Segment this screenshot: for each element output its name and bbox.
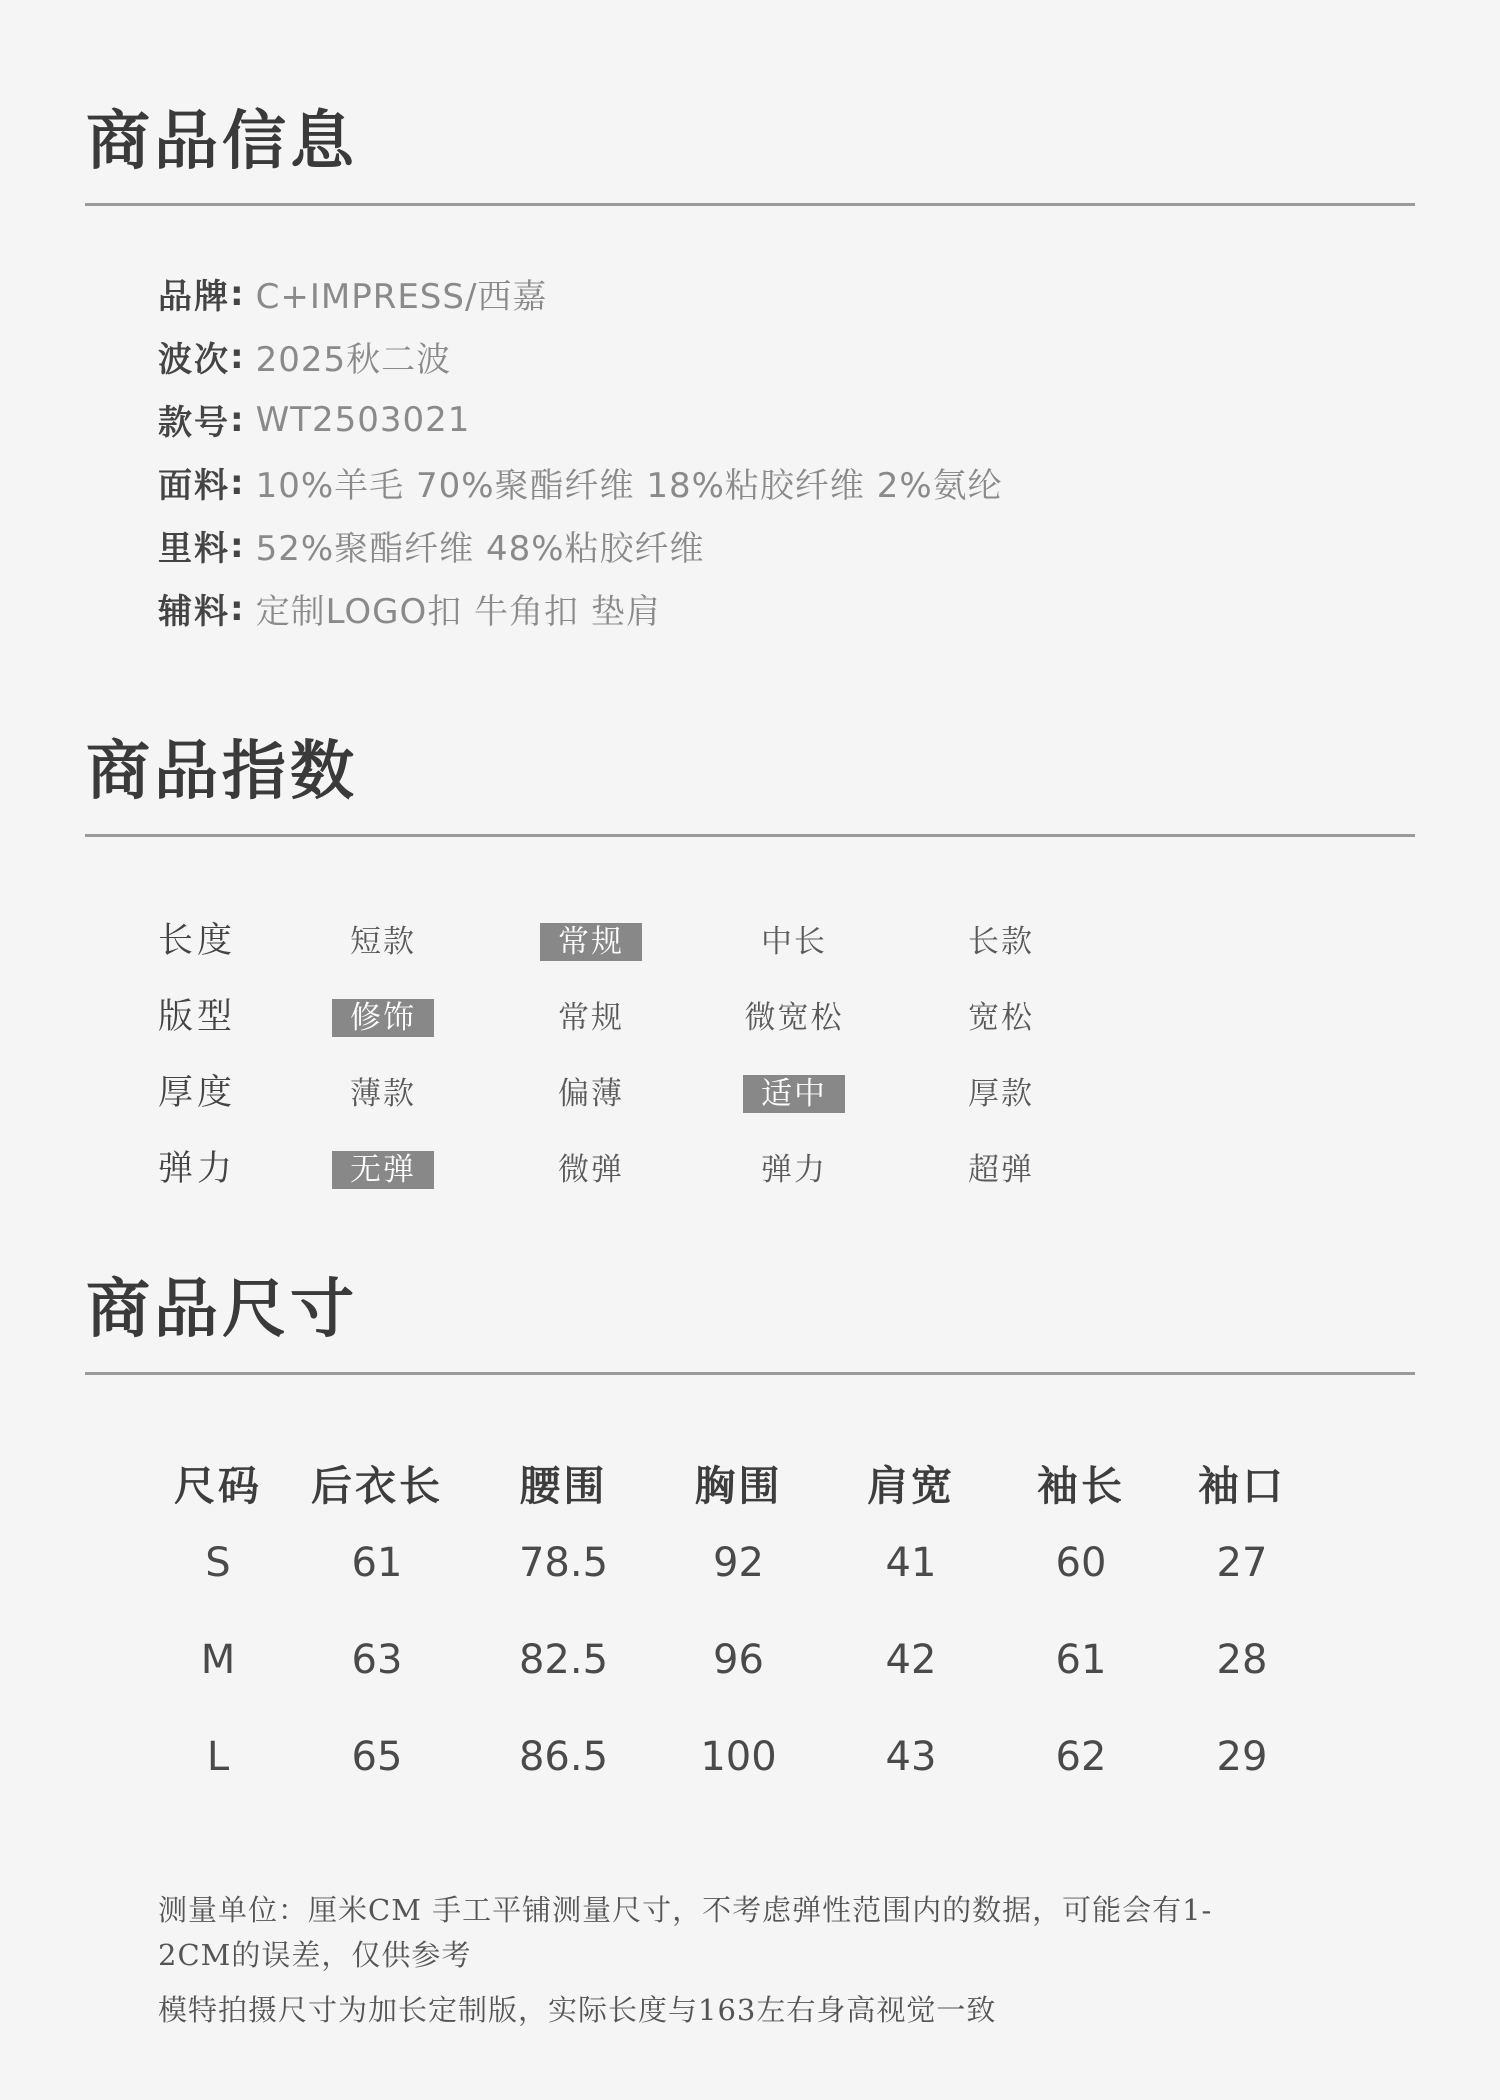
size-col-header: 胸围 xyxy=(694,1461,783,1510)
info-value: 10%羊毛 70%聚酯纤维 18%粘胶纤维 2%氨纶 xyxy=(255,466,1003,506)
info-section-title: 商品信息 xyxy=(86,104,358,179)
size-label-cell: M xyxy=(200,1636,236,1683)
size-row xyxy=(148,1514,1328,1611)
info-label: 里料 xyxy=(158,529,230,569)
size-label-cell: L xyxy=(206,1733,230,1780)
size-value-cell: 65 xyxy=(351,1733,403,1780)
size-value-cell: 92 xyxy=(713,1539,764,1586)
size-col-header: 尺码 xyxy=(174,1461,262,1510)
size-value-cell: 27 xyxy=(1216,1539,1268,1586)
index-row-elasticity xyxy=(0,1131,1500,1207)
size-table xyxy=(148,1450,1328,1805)
size-col-header: 袖口 xyxy=(1198,1461,1286,1510)
index-label: 弹力 xyxy=(158,1149,237,1189)
note-measurement: 测量单位：厘米CM 手工平铺测量尺寸，不考虑弹性范围内的数据，可能会有1-2CM的误差，仅供参考 xyxy=(158,1893,1213,1972)
info-value: 定制LOGO扣 牛角扣 垫肩 xyxy=(255,592,661,632)
size-value-cell: 100 xyxy=(700,1733,777,1780)
size-value-cell: 41 xyxy=(885,1539,937,1586)
info-value: WT2503021 xyxy=(255,399,471,440)
size-value-cell: 82.5 xyxy=(518,1636,609,1683)
info-row-fabric: 面料 : 10%羊毛 70%聚酯纤维 18%粘胶纤维 2%氨纶 xyxy=(158,451,1003,514)
size-value-cell: 60 xyxy=(1055,1539,1107,1586)
info-row-lining: 里料 : 52%聚酯纤维 48%粘胶纤维 xyxy=(158,514,1003,577)
size-value-cell: 61 xyxy=(1055,1636,1107,1683)
index-option: 中长 xyxy=(761,924,827,960)
info-value: 2025秋二波 xyxy=(255,340,452,380)
index-option: 宽松 xyxy=(968,1000,1034,1036)
size-row xyxy=(148,1708,1328,1805)
size-col-header: 肩宽 xyxy=(867,1461,955,1510)
index-row-thickness xyxy=(0,1055,1500,1131)
index-option-selected: 适中 xyxy=(743,1075,845,1113)
index-label: 厚度 xyxy=(158,1073,237,1113)
index-option: 微弹 xyxy=(558,1152,624,1188)
index-row-fit xyxy=(0,979,1500,1055)
index-row-length xyxy=(0,903,1500,979)
index-option: 厚款 xyxy=(968,1076,1034,1112)
info-row-season: 波次 : 2025秋二波 xyxy=(158,325,1003,388)
index-label: 长度 xyxy=(158,921,237,961)
size-col-header: 后衣长 xyxy=(311,1461,443,1510)
index-option: 薄款 xyxy=(350,1076,416,1112)
size-value-cell: 63 xyxy=(351,1636,403,1683)
index-option: 长款 xyxy=(968,924,1034,960)
index-section-title: 商品指数 xyxy=(86,734,358,809)
index-option: 短款 xyxy=(350,924,416,960)
info-row-accessories: 辅料 : 定制LOGO扣 牛角扣 垫肩 xyxy=(158,577,1003,640)
info-value: C+IMPRESS/西嘉 xyxy=(255,277,548,317)
size-table-header xyxy=(148,1450,1328,1514)
index-option: 弹力 xyxy=(761,1152,827,1188)
info-row-brand: 品牌 : C+IMPRESS/西嘉 xyxy=(158,262,1003,325)
size-section-title: 商品尺寸 xyxy=(86,1272,358,1347)
size-col-header: 袖长 xyxy=(1037,1461,1125,1510)
info-label: 面料 xyxy=(158,466,230,506)
info-value: 52%聚酯纤维 48%粘胶纤维 xyxy=(255,529,705,569)
size-value-cell: 42 xyxy=(885,1636,937,1683)
size-label-cell: S xyxy=(205,1539,231,1586)
info-label: 品牌 xyxy=(158,277,230,317)
index-option: 偏薄 xyxy=(558,1076,624,1112)
info-label: 辅料 xyxy=(158,592,230,632)
index-divider xyxy=(85,834,1415,837)
size-value-cell: 61 xyxy=(351,1539,403,1586)
size-value-cell: 78.5 xyxy=(518,1539,609,1586)
note-model: 模特拍摄尺寸为加长定制版，实际长度与163左右身高视觉一致 xyxy=(158,1993,997,2027)
index-option: 微宽松 xyxy=(744,1000,844,1036)
size-divider xyxy=(85,1372,1415,1375)
info-list xyxy=(158,262,1003,640)
info-divider xyxy=(85,203,1415,206)
index-label: 版型 xyxy=(158,997,237,1037)
size-value-cell: 28 xyxy=(1216,1636,1268,1683)
info-row-style-number: 款号 : WT2503021 xyxy=(158,388,1003,451)
measurement-notes xyxy=(158,1888,1268,2043)
index-option-selected: 常规 xyxy=(540,923,642,961)
index-option-selected: 修饰 xyxy=(332,999,434,1037)
index-option: 超弹 xyxy=(968,1152,1034,1188)
info-label: 波次 xyxy=(158,340,230,380)
size-value-cell: 29 xyxy=(1216,1733,1268,1780)
index-option: 常规 xyxy=(558,1000,624,1036)
size-value-cell: 43 xyxy=(885,1733,937,1780)
size-value-cell: 86.5 xyxy=(518,1733,609,1780)
info-label: 款号 xyxy=(158,403,230,443)
size-value-cell: 62 xyxy=(1055,1733,1107,1780)
size-col-header: 腰围 xyxy=(519,1461,608,1510)
size-row xyxy=(148,1611,1328,1708)
size-value-cell: 96 xyxy=(713,1636,764,1683)
index-option-selected: 无弹 xyxy=(332,1151,434,1189)
